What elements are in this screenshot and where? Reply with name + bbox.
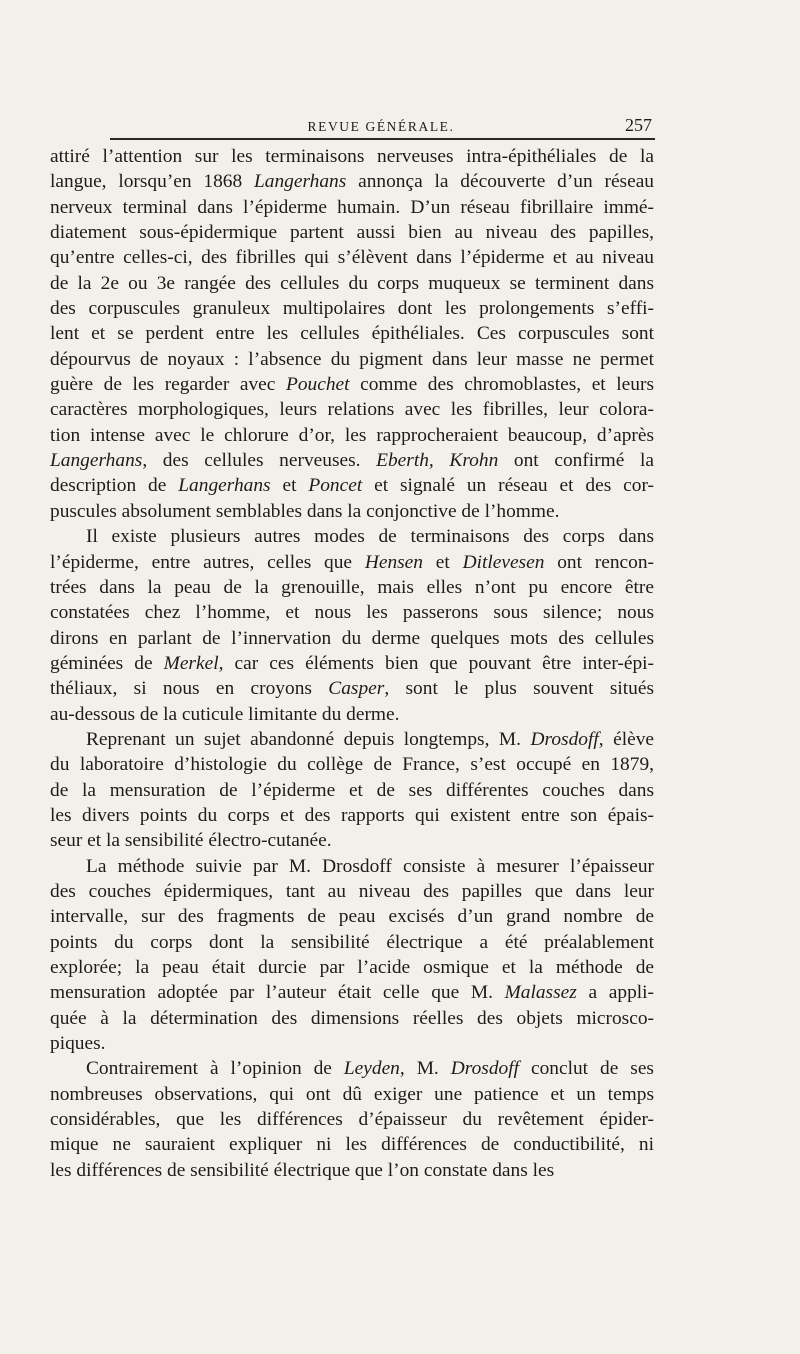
text-run: tion intense avec le chlorure d’or, les rapprocheraient beaucoup, d’après <box>50 424 654 446</box>
text-run: seur et la sensibilité électro-cutanée. <box>50 830 332 852</box>
italic-name: Eberth, Krohn <box>376 450 499 472</box>
text-run: de la mensuration de l’épiderme et de ses différentes couches dans <box>50 779 654 801</box>
text-run: et signalé un réseau et des cor- <box>362 475 654 497</box>
text-run: Il existe plusieurs autres modes de terminaisons des corps dans <box>86 526 654 548</box>
text-line <box>50 499 654 524</box>
text-run: points du corps dont la sensibilité électrique a été préalablement <box>50 931 654 953</box>
text-run: et <box>270 475 309 497</box>
text-run: les différences de sensibilité électrique que l’on constate dans les <box>50 1159 555 1181</box>
text-line <box>50 296 654 321</box>
text-run: constatées chez l’homme, et nous les passerons sous silence; nous <box>50 602 654 624</box>
text-run: des corpuscules granuleux multipolaires dont les prolongements s’effi- <box>50 298 654 320</box>
text-line <box>50 372 654 397</box>
text-line <box>50 423 654 448</box>
text-line <box>50 397 654 422</box>
page-number: 257 <box>625 115 652 135</box>
text-run: intervalle, sur des fragments de peau excisés d’un grand nombre de <box>50 906 654 928</box>
text-line <box>50 702 654 727</box>
text-run: l’épiderme, entre autres, celles que <box>50 551 365 573</box>
text-run: , élève <box>598 728 654 750</box>
header-rule <box>110 138 655 140</box>
text-run: description de <box>50 475 179 497</box>
text-run: , des cellules nerveuses. <box>142 450 377 472</box>
text-run: , M. <box>399 1058 451 1080</box>
text-line <box>50 169 654 194</box>
text-line <box>50 778 654 803</box>
text-line <box>50 1006 654 1031</box>
paragraph <box>50 1056 654 1183</box>
text-run: au-dessous de la cuticule limitante du derme. <box>50 703 400 725</box>
text-run: et <box>422 551 463 573</box>
text-run: puscules absolument semblables dans la conjonctive de l’homme. <box>50 500 560 522</box>
page-header <box>110 115 652 137</box>
text-run: caractères morphologiques, leurs relations avec les fibrilles, leur colora- <box>50 399 654 421</box>
text-line <box>50 347 654 372</box>
text-run: Contrairement à l’opinion de <box>86 1058 344 1080</box>
text-line <box>50 930 654 955</box>
text-run: diatement sous-épidermique partent aussi bien au niveau des papilles, <box>50 222 654 244</box>
text-run: La méthode suivie par M. Drosdoff consiste à mesurer l’épaisseur <box>86 855 654 877</box>
text-line <box>50 626 654 651</box>
text-line <box>50 980 654 1005</box>
text-line <box>50 1082 654 1107</box>
italic-name: Pouchet <box>286 374 350 396</box>
text-line <box>50 524 654 549</box>
text-line <box>50 144 654 169</box>
text-run: théliaux, si nous en croyons <box>50 678 329 700</box>
paragraph <box>50 144 654 524</box>
paragraph <box>50 524 654 727</box>
text-run: piques. <box>50 1033 106 1055</box>
text-line <box>50 676 654 701</box>
italic-name: Malassez <box>504 982 577 1004</box>
text-line <box>50 1158 654 1183</box>
text-run: lent et se perdent entre les cellules épithéliales. Ces corpuscules sont <box>50 323 654 345</box>
text-run: attiré l’attention sur les terminaisons nerveuses intra-épithéliales de la <box>50 146 654 167</box>
italic-name: Langerhans <box>50 450 143 472</box>
text-line <box>50 854 654 879</box>
text-run: a appli- <box>576 982 654 1004</box>
text-line <box>50 600 654 625</box>
text-run: des couches épidermiques, tant au niveau des papilles que dans leur <box>50 880 654 902</box>
text-line <box>50 803 654 828</box>
text-line <box>50 473 654 498</box>
paragraph <box>50 854 654 1057</box>
text-run: quée à la détermination des dimensions réelles des objets microsco- <box>50 1007 654 1029</box>
text-line <box>50 575 654 600</box>
italic-name: Drosdoff <box>530 728 599 750</box>
text-line <box>50 904 654 929</box>
text-line <box>50 448 654 473</box>
italic-name: Poncet <box>308 475 363 497</box>
text-run: qu’entre celles-ci, des fibrilles qui s’élèvent dans l’épiderme et au niveau <box>50 247 654 269</box>
paragraph <box>50 727 654 854</box>
text-run: Reprenant un sujet abandonné depuis longtemps, M. <box>86 728 531 750</box>
text-run: comme des chromoblastes, et leurs <box>349 374 654 396</box>
text-run: guère de les regarder avec <box>50 374 286 396</box>
text-run: géminées de <box>50 652 164 674</box>
text-run: les divers points du corps et des rapports qui existent entre son épais- <box>50 804 654 826</box>
text-line <box>50 879 654 904</box>
italic-name: Drosdoff <box>450 1058 519 1080</box>
text-run: , sont le plus souvent situés <box>384 678 654 700</box>
text-line <box>50 1056 654 1081</box>
text-line <box>50 828 654 853</box>
text-run: du laboratoire d’histologie du collège de France, s’est occupé en 1879, <box>50 754 654 776</box>
text-run: ont confirmé la <box>498 450 654 472</box>
text-run: dépourvus de noyaux : l’absence du pigment dans leur masse ne permet <box>50 348 654 370</box>
body-text <box>50 144 654 1183</box>
text-line <box>50 321 654 346</box>
italic-name: Merkel <box>163 652 219 674</box>
text-line <box>50 752 654 777</box>
text-run: explorée; la peau était durcie par l’acide osmique et la méthode de <box>50 957 654 978</box>
text-line <box>50 550 654 575</box>
text-line <box>50 245 654 270</box>
text-run: langue, lorsqu’en 1868 <box>50 171 254 193</box>
text-run: nombreuses observations, qui ont dû exiger une patience et un temps <box>50 1083 654 1105</box>
text-run: considérables, que les différences d’épaisseur du revêtement épider- <box>50 1109 654 1131</box>
italic-name: Ditlevesen <box>462 551 545 573</box>
text-run: annonça la découverte d’un réseau <box>346 171 655 193</box>
text-line <box>50 1107 654 1132</box>
text-line <box>50 220 654 245</box>
italic-name: Leyden <box>343 1058 400 1080</box>
text-line <box>50 651 654 676</box>
italic-name: Casper <box>328 678 385 700</box>
running-head: REVUE GÉNÉRALE. <box>307 119 455 134</box>
text-line <box>50 1132 654 1157</box>
text-run: de la 2e ou 3e rangée des cellules du corps muqueux se terminent dans <box>50 272 654 294</box>
text-line <box>50 271 654 296</box>
text-line <box>50 727 654 752</box>
italic-name: Langerhans <box>253 171 347 193</box>
italic-name: Langerhans <box>178 475 271 497</box>
text-line <box>50 1031 654 1056</box>
text-run: conclut de ses <box>519 1058 654 1080</box>
text-run: mensuration adoptée par l’auteur était celle que M. <box>50 982 505 1004</box>
text-line <box>50 955 654 980</box>
text-run: , car ces éléments bien que pouvant être inter-épi- <box>218 652 654 674</box>
italic-name: Hensen <box>364 551 423 573</box>
text-run: dirons en parlant de l’innervation du derme quelques mots des cellules <box>50 627 654 649</box>
text-run: mique ne sauraient expliquer ni les différences de conductibilité, ni <box>50 1134 654 1156</box>
text-run: ont rencon- <box>544 551 654 573</box>
text-run: trées dans la peau de la grenouille, mais elles n’ont pu encore être <box>50 576 654 598</box>
text-run: nerveux terminal dans l’épiderme humain. D’un réseau fibrillaire immé- <box>50 196 654 218</box>
text-line <box>50 195 654 220</box>
